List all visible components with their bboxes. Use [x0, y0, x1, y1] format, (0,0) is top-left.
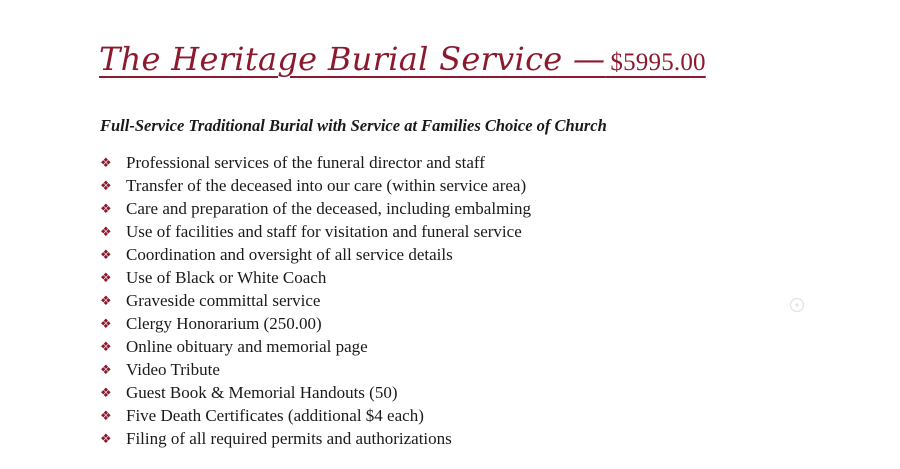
- diamond-bullet-icon: ❖: [100, 225, 112, 240]
- service-price: $5995.00: [610, 49, 706, 76]
- feature-text: Filing of all required permits and authorizations: [126, 429, 452, 448]
- diamond-bullet-icon: ❖: [100, 432, 112, 447]
- feature-text: Use of Black or White Coach: [126, 268, 327, 287]
- diamond-bullet-icon: ❖: [100, 317, 112, 332]
- diamond-bullet-icon: ❖: [100, 179, 112, 194]
- diamond-bullet-icon: ❖: [100, 340, 112, 355]
- feature-item: [100, 174, 531, 197]
- service-name: The Heritage Burial Service —: [99, 40, 606, 78]
- feature-item: [100, 289, 531, 312]
- diamond-bullet-icon: ❖: [100, 202, 112, 217]
- feature-text: Graveside committal service: [126, 291, 321, 310]
- feature-text: Professional services of the funeral director and staff: [126, 153, 485, 172]
- feature-text: Coordination and oversight of all service details: [126, 245, 453, 264]
- diamond-bullet-icon: ❖: [100, 363, 112, 378]
- feature-item: [100, 243, 531, 266]
- feature-item: [100, 335, 531, 358]
- diamond-bullet-icon: ❖: [100, 409, 112, 424]
- page-title: [99, 40, 706, 78]
- feature-item: [100, 381, 531, 404]
- feature-item: [100, 427, 531, 450]
- feature-item: [100, 266, 531, 289]
- feature-text: Video Tribute: [126, 360, 220, 379]
- feature-text: Care and preparation of the deceased, including embalming: [126, 199, 532, 218]
- service-subtitle: Full-Service Traditional Burial with Service at Families Choice of Church: [100, 116, 607, 135]
- diamond-bullet-icon: ❖: [100, 386, 112, 401]
- feature-item: [100, 197, 531, 220]
- feature-item: [100, 312, 531, 335]
- diamond-bullet-icon: ❖: [100, 156, 112, 171]
- feature-text: Guest Book & Memorial Handouts (50): [126, 383, 398, 402]
- feature-text: Transfer of the deceased into our care (within service area): [126, 176, 527, 195]
- diamond-bullet-icon: ❖: [100, 271, 112, 286]
- feature-text: Online obituary and memorial page: [126, 337, 368, 356]
- feature-item: [100, 404, 531, 427]
- feature-text: Use of facilities and staff for visitation and funeral service: [126, 222, 522, 241]
- diamond-bullet-icon: ❖: [100, 248, 112, 263]
- diamond-bullet-icon: ❖: [100, 294, 112, 309]
- feature-text: Clergy Honorarium (250.00): [126, 314, 322, 333]
- feature-text: Five Death Certificates (additional $4 each): [126, 406, 424, 425]
- feature-item: [100, 220, 531, 243]
- feature-list: [100, 151, 531, 450]
- feature-item: [100, 358, 531, 381]
- feature-item: [100, 151, 531, 174]
- faint-scan-mark-icon: [785, 295, 809, 315]
